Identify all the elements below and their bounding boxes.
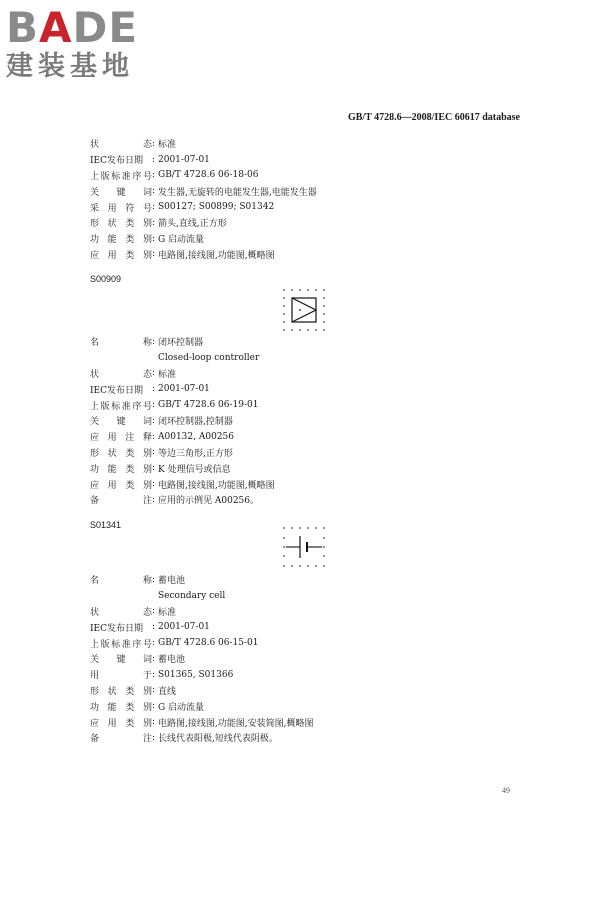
field-label: 采 用 符 号 [90,203,152,214]
field-label: 功 能 类 别 [90,235,152,246]
field-row [90,619,420,635]
field-value: 直线 [158,686,177,697]
field-value: 等边三角形,正方形 [158,448,233,459]
field-label: 应 用 类 别 [90,250,152,261]
field-colon: : [152,170,156,181]
field-label: 状 态 [90,607,152,618]
field-label: 上 版 标 准 序 号 [90,401,152,412]
field-colon: : [152,638,156,649]
field-row [90,168,420,184]
field-value: G 启动流量 [158,702,205,713]
field-row [90,413,420,429]
field-row [90,492,420,508]
field-value: 2001-07-01 [158,384,210,395]
field-label: 形 状 类 别 [90,686,152,697]
field-colon: : [152,233,156,244]
field-value: 应用的示例见 A00256。 [158,496,259,507]
field-label: 形 状 类 别 [90,219,152,230]
field-label: 应 用 类 别 [90,480,152,491]
field-colon: : [152,669,156,680]
field-label: 应 用 注 释 [90,433,152,444]
field-colon: : [152,217,156,228]
field-value: G 启动流量 [158,235,205,246]
field-value: Closed-loop controller [158,352,260,363]
field-row [90,588,420,604]
field-label: IEC发布日期 [90,156,144,167]
entry-fields-continued [90,136,420,262]
field-row [90,698,420,714]
field-label: 用 于 [90,671,152,682]
field-row [90,683,420,699]
field-label: 功 能 类 别 [90,464,152,475]
field-colon: : [152,622,156,633]
field-row [90,635,420,651]
field-value: 闭环控制器 [158,338,204,349]
entry-fields-s00909 [90,334,420,508]
field-colon: : [152,685,156,696]
closed-loop-controller-symbol [280,286,328,334]
field-label: 上 版 标 准 序 号 [90,639,152,650]
field-colon: : [152,701,156,712]
field-row [90,136,420,152]
field-label: IEC发布日期 [90,385,144,396]
field-row [90,199,420,215]
field-colon: : [152,606,156,617]
field-label: 功 能 类 别 [90,702,152,713]
field-colon: : [152,447,156,458]
field-colon: : [152,653,156,664]
field-value: 电路图,接线图,功能图,概略图 [158,480,275,491]
field-row [90,604,420,620]
field-value: 2001-07-01 [158,622,210,633]
standard-reference: GB/T 4728.6—2008/IEC 60617 database [347,112,520,123]
field-colon: : [152,186,156,197]
field-row [90,215,420,231]
logo-subtitle: 建装基地 [6,51,134,82]
field-value: 蓄电池 [158,576,186,587]
field-value: S00127; S00899; S01342 [158,202,275,213]
field-value: 闭环控制器,控制器 [158,417,233,428]
field-value: A00132, A00256 [158,431,234,442]
field-row [90,381,420,397]
logo-wordmark: BADE [6,3,139,52]
field-label: 状 态 [90,369,152,380]
field-value: 标准 [158,369,177,380]
field-row [90,572,420,588]
field-value: 电路图,接线图,功能图,概略图 [158,250,275,261]
field-row [90,397,420,413]
field-colon: : [152,732,156,743]
bade-logo [6,3,176,82]
field-colon: : [152,336,156,347]
field-colon: : [152,368,156,379]
field-colon: : [152,494,156,505]
field-label: 状 态 [90,140,152,151]
field-colon: : [152,400,156,411]
field-colon: : [152,249,156,260]
field-row [90,152,420,168]
field-row [90,667,420,683]
page-number: 49 [502,786,510,795]
field-label: IEC发布日期 [90,623,144,634]
field-label: 备 注 [90,734,152,745]
field-colon: : [152,463,156,474]
field-row [90,231,420,247]
field-row [90,445,420,461]
field-colon: : [152,717,156,728]
field-value: 标准 [158,140,177,151]
field-row [90,334,420,350]
field-row [90,350,420,366]
field-value: 蓄电池 [158,655,186,666]
field-row [90,429,420,445]
field-row [90,247,420,263]
field-value: Secondary cell [158,590,226,601]
field-value: 箭头,直线,正方形 [158,219,227,230]
field-value: GB/T 4728.6 06-19-01 [158,400,259,411]
field-label: 应 用 类 别 [90,718,152,729]
entry-fields-s01341 [90,572,420,746]
field-value: 电路图,接线图,功能图,安装简图,概略图 [158,718,314,729]
field-label: 关 键 词 [90,655,152,666]
field-value: 2001-07-01 [158,154,210,165]
field-value: S01365, S01366 [158,669,234,680]
field-colon: : [152,431,156,442]
field-label: 形 状 类 别 [90,448,152,459]
field-colon: : [152,415,156,426]
field-label: 名 称 [90,338,152,349]
field-value: 发生器,无旋转的电能发生器,电能发生器 [158,187,317,198]
field-row [90,651,420,667]
field-row [90,460,420,476]
field-label: 备 注 [90,496,152,507]
field-value: 长线代表阳极,短线代表阴极。 [158,734,278,745]
field-label: 名 称 [90,576,152,587]
field-value: K 处理信号或信息 [158,464,231,475]
field-value: GB/T 4728.6 06-15-01 [158,638,259,649]
field-value: GB/T 4728.6 06-18-06 [158,170,259,181]
field-colon: : [152,384,156,395]
field-label: 关 键 词 [90,187,152,198]
symbol-id-s01341: S01341 [90,520,122,530]
field-colon: : [152,574,156,585]
field-colon: : [152,138,156,149]
field-label: 关 键 词 [90,417,152,428]
field-label: 上 版 标 准 序 号 [90,171,152,182]
field-value: 标准 [158,607,177,618]
symbol-id-s00909: S00909 [90,274,122,284]
field-colon: : [152,479,156,490]
field-row [90,714,420,730]
field-colon: : [152,202,156,213]
field-colon: : [152,154,156,165]
secondary-cell-symbol [280,524,328,570]
field-row [90,183,420,199]
field-row [90,476,420,492]
field-row [90,366,420,382]
field-row [90,730,420,746]
